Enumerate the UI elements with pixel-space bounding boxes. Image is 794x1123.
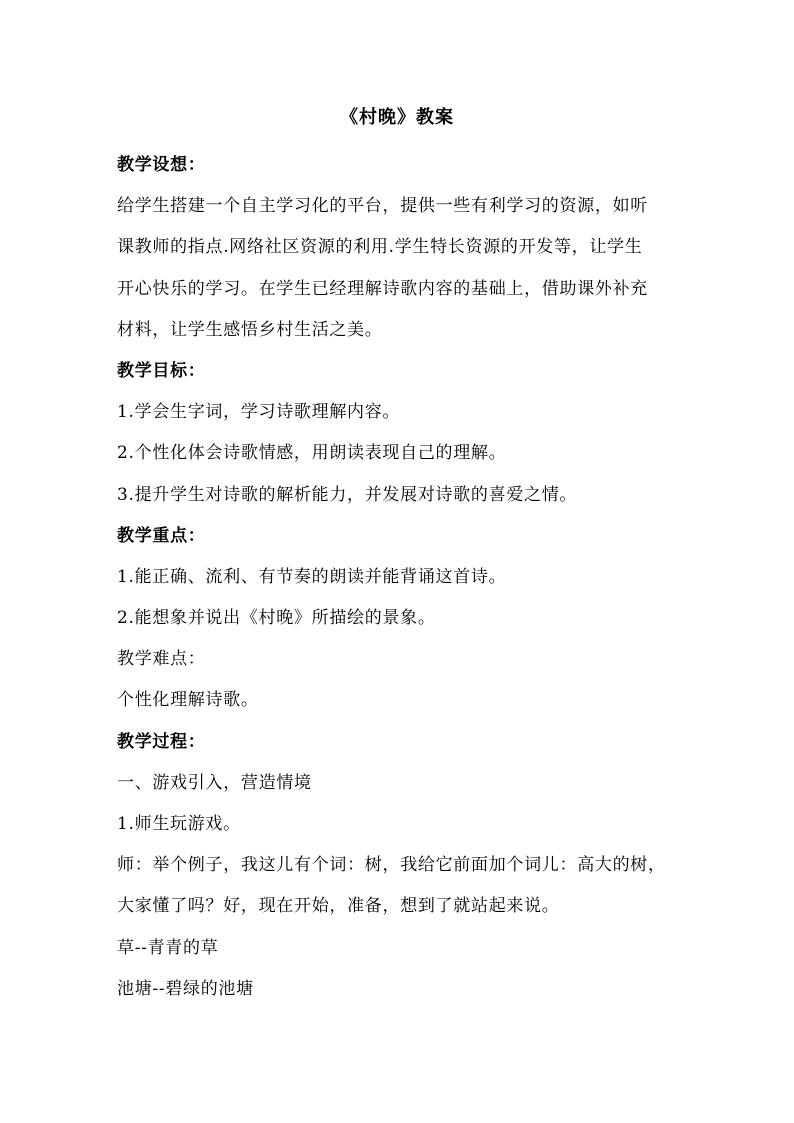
goal-item: 1.学会生字词，学习诗歌理解内容。	[117, 402, 401, 423]
key-point-item: 1.能正确、流利、有节奏的朗读并能背诵这首诗。	[117, 566, 507, 587]
heading-key-points: 教学重点：	[117, 525, 206, 546]
dialogue-line: 大家懂了吗？好，现在开始，准备，想到了就站起来说。	[117, 896, 560, 917]
example-line: 池塘--碧绿的池塘	[117, 978, 254, 999]
paragraph-line: 开心快乐的学习。在学生已经理解诗歌内容的基础上，借助课外补充	[117, 278, 648, 299]
heading-difficulties: 教学难点：	[117, 649, 206, 670]
paragraph-line: 材料，让学生感悟乡村生活之美。	[117, 319, 383, 340]
goal-item: 2.个性化体会诗歌情感，用朗读表现自己的理解。	[117, 443, 507, 464]
document-title: 《村晚》教案	[340, 107, 454, 128]
example-line: 草--青青的草	[117, 937, 219, 958]
difficulty-item: 个性化理解诗歌。	[117, 690, 259, 711]
process-section-title: 一、游戏引入，营造情境	[117, 772, 312, 793]
document-body	[117, 145, 682, 1010]
paragraph-line: 给学生搭建一个自主学习化的平台，提供一些有利学习的资源，如听	[117, 196, 648, 217]
paragraph-line: 课教师的指点.网络社区资源的利用.学生特长资源的开发等，让学生	[117, 237, 643, 258]
dialogue-line: 师：举个例子，我这儿有个词：树，我给它前面加个词儿：高大的树，	[117, 855, 666, 876]
key-point-item: 2.能想象并说出《村晚》所描绘的景象。	[117, 608, 436, 629]
heading-teaching-process: 教学过程：	[117, 731, 206, 752]
heading-teaching-concept: 教学设想：	[117, 155, 206, 175]
goal-item: 3.提升学生对诗歌的解析能力，并发展对诗歌的喜爱之情。	[117, 484, 578, 505]
heading-teaching-goals: 教学目标：	[117, 360, 206, 381]
process-step: 1.师生玩游戏。	[117, 814, 241, 834]
